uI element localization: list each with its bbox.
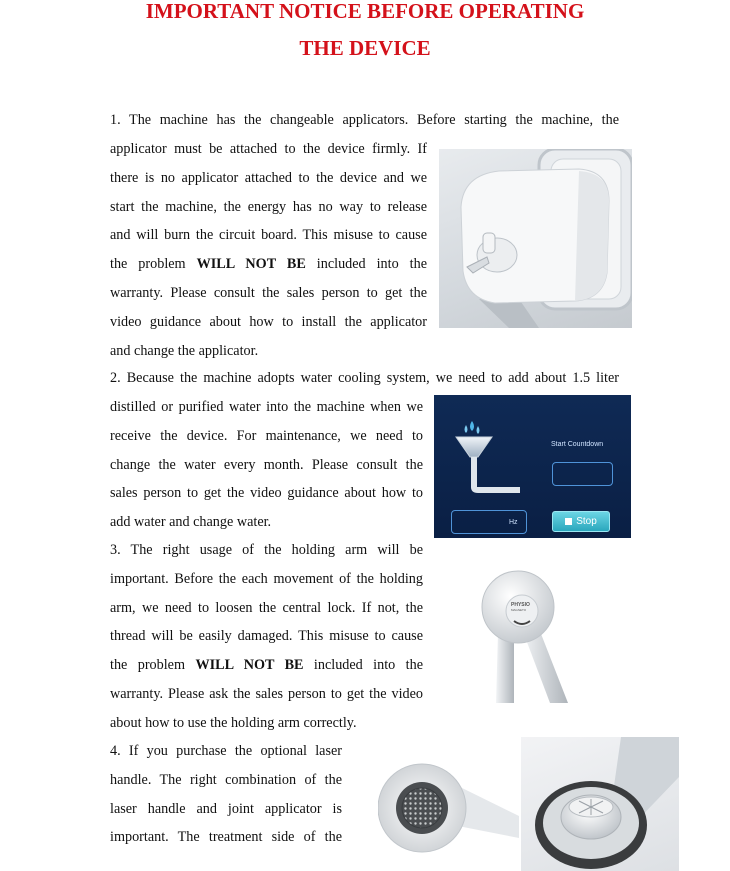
text-line: warranty. Please ask the sales person to get the video xyxy=(110,685,423,702)
text-line: change the water every month. Please consult the xyxy=(110,456,423,473)
text-line: warranty. Please consult the sales person to get the xyxy=(110,284,427,301)
stop-icon xyxy=(565,518,572,525)
text-line: and will burn the circuit board. This misuse to cause xyxy=(110,227,427,244)
text-line: 1. The machine has the changeable applicators. Before starting the machine, the xyxy=(110,112,619,128)
paragraph-4 xyxy=(110,737,342,852)
paragraph-1 xyxy=(110,106,619,135)
holding-arm-photo xyxy=(470,563,578,703)
text-line: there is no applicator attached to the device and we xyxy=(110,169,427,186)
applicator-photo xyxy=(439,149,632,328)
hz-label: Hz xyxy=(509,519,518,526)
text-line: thread will be easily damaged. This misuse to cause xyxy=(110,628,423,645)
text-fragment: the problem xyxy=(110,256,197,273)
text-line: applicator must be attached to the device firmly. If xyxy=(110,141,427,157)
applicator-illustration xyxy=(439,149,632,328)
paragraph-2 xyxy=(110,364,619,393)
text-line: about how to use the holding arm correctly. xyxy=(110,714,357,731)
joint-applicator-photo xyxy=(521,737,679,871)
notice-title-line1: IMPORTANT NOTICE BEFORE OPERATING xyxy=(145,0,585,23)
text-line: 3. The right usage of the holding arm will be xyxy=(110,542,423,558)
laser-handle-illustration xyxy=(378,756,519,871)
text-fragment: included into the xyxy=(303,657,423,674)
text-line: start the machine, the energy has no way to release xyxy=(110,198,427,215)
text-line: 2. Because the machine adopts water cooling system, we need to add about 1.5 liter xyxy=(110,370,619,386)
text-line: important. Before the each movement of the holding xyxy=(110,570,423,587)
text-line: video guidance about how to install the applicator xyxy=(110,313,427,330)
laser-handle-photo xyxy=(378,756,519,871)
paragraph-2-wrap xyxy=(110,393,423,537)
text-line: 4. If you purchase the optional laser xyxy=(110,743,342,759)
text-line: receive the device. For maintenance, we need to xyxy=(110,427,423,444)
warranty-warning: WILL NOT BE xyxy=(196,256,306,273)
text-line: sales person to get the video guidance about how to xyxy=(110,485,423,502)
physio-logo-sub: MAGNETO xyxy=(511,608,527,612)
stop-button[interactable] xyxy=(552,511,610,532)
text-line: and change the applicator. xyxy=(110,342,259,359)
text-line: arm, we need to loosen the central lock. If not, the xyxy=(110,599,423,616)
text-fragment: included into the xyxy=(305,256,428,273)
notice-title-line2: THE DEVICE xyxy=(299,36,431,60)
countdown-label: Start Countdown xyxy=(551,441,604,448)
warranty-warning: WILL NOT BE xyxy=(195,657,304,674)
text-line-warning xyxy=(110,250,427,279)
text-line: add water and change water. xyxy=(110,514,272,531)
holding-arm-illustration xyxy=(470,563,578,703)
text-line: important. The treatment side of the xyxy=(110,829,342,846)
text-line: handle. The right combination of the xyxy=(110,771,342,788)
physio-logo: PHYSIO xyxy=(511,602,530,608)
text-fragment: the problem xyxy=(110,657,196,674)
countdown-display xyxy=(552,462,613,486)
text-line-warning xyxy=(110,651,423,680)
text-line: distilled or purified water into the machine when we xyxy=(110,399,423,415)
text-line: laser handle and joint applicator is xyxy=(110,800,342,817)
stop-label: Stop xyxy=(576,516,597,527)
paragraph-3 xyxy=(110,536,423,738)
joint-applicator-illustration xyxy=(521,737,679,871)
paragraph-1-wrap xyxy=(110,135,427,365)
